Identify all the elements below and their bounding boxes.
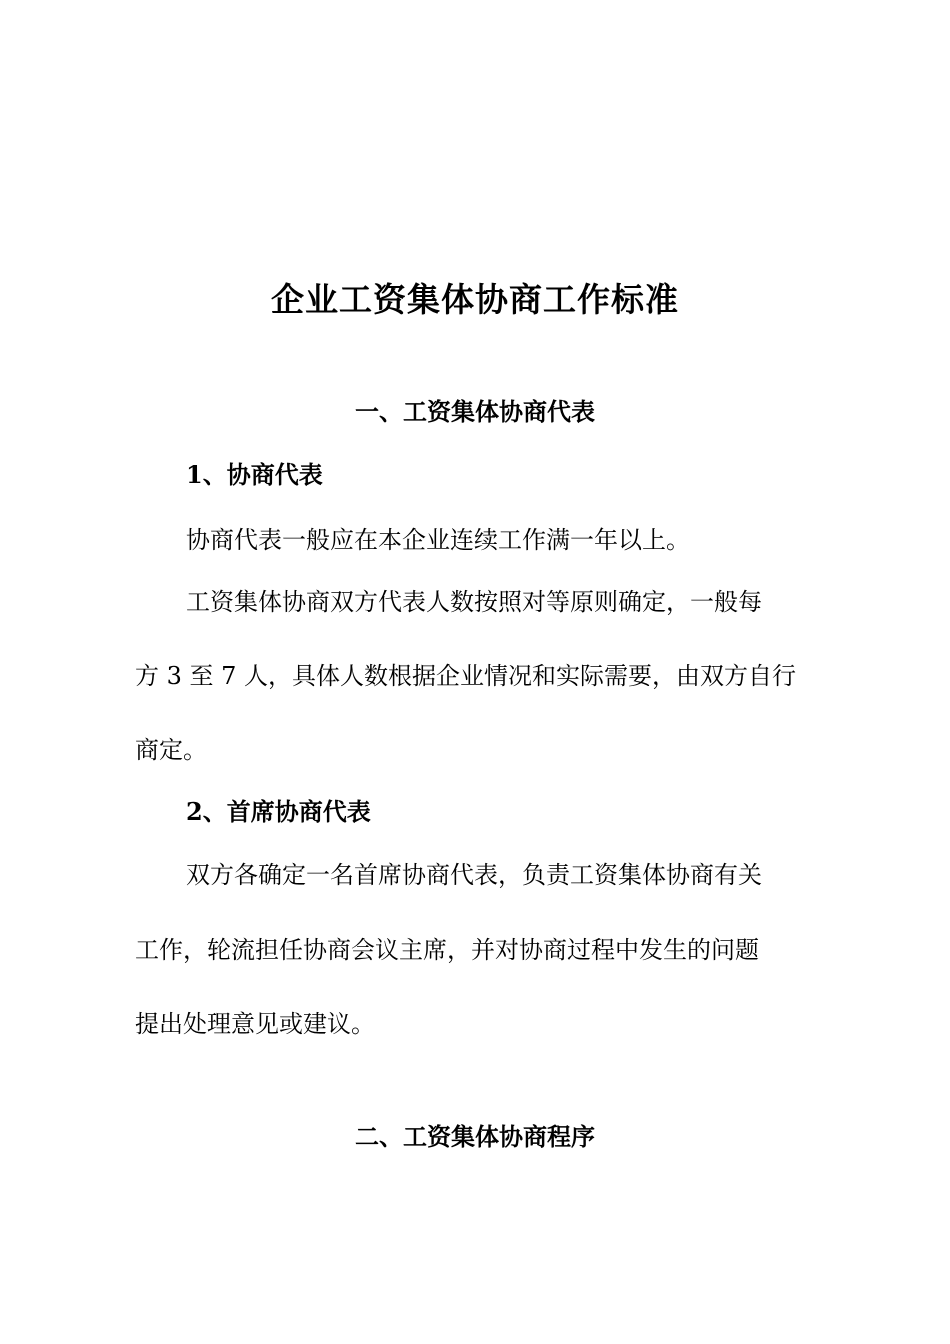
section-heading-1: 一、工资集体协商代表: [355, 397, 595, 426]
paragraph-line: 双方各确定一名首席协商代表，负责工资集体协商有关: [186, 861, 762, 889]
paragraph-line: 工资集体协商双方代表人数按照对等原则确定，一般每: [186, 588, 762, 616]
paragraph-line: 工作，轮流担任协商会议主席，并对协商过程中发生的问题: [135, 936, 759, 964]
paragraph-line: 方 3 至 7 人，具体人数根据企业情况和实际需要，由双方自行: [135, 662, 797, 690]
document-title: 企业工资集体协商工作标准: [271, 280, 679, 319]
paragraph-line: 协商代表一般应在本企业连续工作满一年以上。: [186, 526, 690, 554]
subsection-heading-1-1: 1、协商代表: [186, 460, 323, 489]
paragraph-line: 提出处理意见或建议。: [135, 1010, 375, 1038]
paragraph-line: 商定。: [135, 736, 207, 764]
subsection-heading-1-2: 2、首席协商代表: [186, 797, 371, 826]
section-heading-2: 二、工资集体协商程序: [355, 1122, 595, 1151]
